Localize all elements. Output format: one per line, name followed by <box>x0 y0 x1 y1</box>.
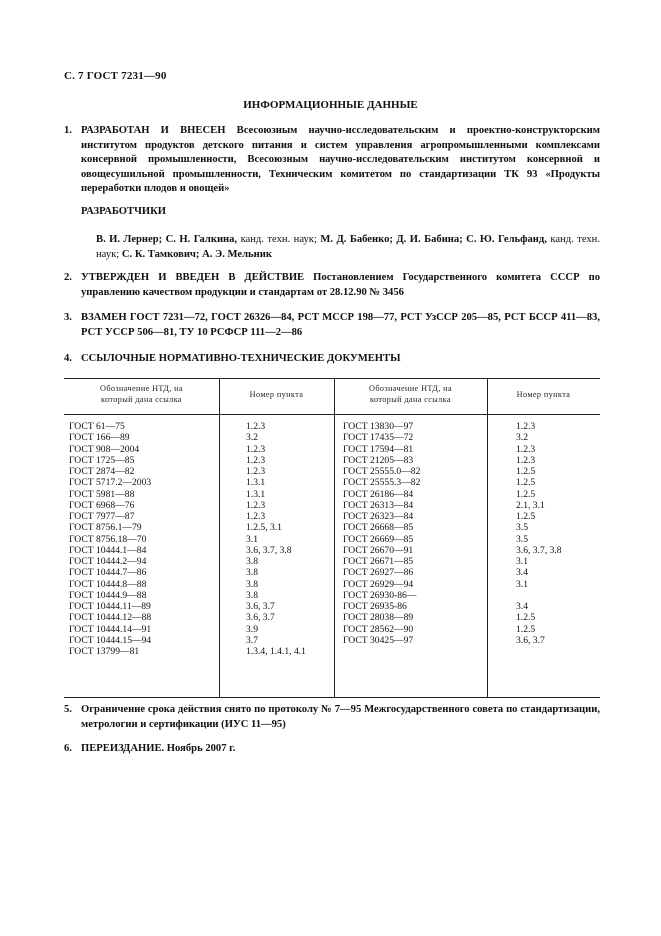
table-rows-right <box>343 421 600 646</box>
row-designation: ГОСТ 8756.1—79 <box>69 522 142 534</box>
row-designation: ГОСТ 13830—97 <box>343 421 414 432</box>
developers-list <box>96 233 600 262</box>
row-item-number: 1.3.4, 1.4.1, 4.1 <box>246 646 306 657</box>
table-row <box>343 500 600 511</box>
table-row <box>343 579 600 590</box>
table-row <box>69 579 334 590</box>
row-designation: ГОСТ 5717.2—2003 <box>69 477 152 489</box>
row-item-number: 3.2 <box>516 432 528 444</box>
table-row <box>69 455 334 466</box>
table-row <box>69 567 334 578</box>
table-row <box>343 444 600 455</box>
table-row <box>343 534 600 545</box>
row-designation: ГОСТ 8756.18—70 <box>69 533 147 545</box>
row-designation: ГОСТ 25555.0—82 <box>343 466 421 477</box>
row-designation: ГОСТ 10444.14—91 <box>69 623 152 635</box>
row-item-number: 3.6, 3.7 <box>246 601 275 612</box>
table-col-divider <box>334 378 335 698</box>
table-border-bottom <box>64 697 600 698</box>
table-row <box>343 466 600 477</box>
developer-names: М. Д. Бабенко; Д. И. Бабина; С. Ю. Гельфанд, <box>320 234 547 245</box>
row-designation: ГОСТ 26935-86 <box>343 601 407 612</box>
section-4 <box>64 352 600 367</box>
row-item-number: 3.8 <box>246 567 258 579</box>
header-item-left: Номер пункта <box>249 390 304 399</box>
developer-degree: канд. техн. наук; <box>96 234 601 260</box>
row-designation: ГОСТ 21205—83 <box>343 454 414 466</box>
row-designation: ГОСТ 2874—82 <box>69 466 135 477</box>
row-item-number: 1.2.5, 3.1 <box>246 522 282 534</box>
row-designation: ГОСТ 61—75 <box>69 421 125 432</box>
section-number: 1. <box>64 125 72 136</box>
row-item-number: 3.9 <box>246 623 258 635</box>
table-row <box>69 444 334 455</box>
row-item-number: 3.8 <box>246 589 258 601</box>
row-item-number: 1.2.3 <box>516 454 536 466</box>
table-row <box>69 624 334 635</box>
row-designation: ГОСТ 26670—91 <box>343 544 414 556</box>
developer-degree: канд. техн. наук; <box>237 234 321 245</box>
table-row <box>69 534 334 545</box>
row-item-number: 3.8 <box>246 556 258 567</box>
table-row <box>343 590 600 601</box>
section-lead: УТВЕРЖДЕН И ВВЕДЕН В ДЕЙСТВИЕ <box>81 272 305 283</box>
row-designation: ГОСТ 28562—90 <box>343 623 414 635</box>
row-item-number: 1.3.1 <box>246 488 266 500</box>
row-designation: ГОСТ 10444.12—88 <box>69 612 152 624</box>
row-designation: ГОСТ 26186—84 <box>343 488 414 500</box>
table-row <box>343 601 600 612</box>
row-item-number: 3.6, 3.7 <box>246 612 275 624</box>
header-designation-right: Обозначение НТД, на который дана ссылка <box>369 384 452 404</box>
row-designation: ГОСТ 1725—85 <box>69 454 135 466</box>
row-designation: ГОСТ 28038—89 <box>343 612 414 624</box>
row-item-number: 3.4 <box>516 601 528 612</box>
table-header-divider <box>64 414 600 415</box>
table-row <box>69 646 334 657</box>
row-item-number: 1.2.3 <box>246 466 266 477</box>
row-item-number: 1.2.3 <box>246 421 266 432</box>
table-row <box>343 612 600 623</box>
section-lead: ВЗАМЕН <box>81 312 127 323</box>
row-item-number: 1.2.3 <box>246 454 266 466</box>
row-item-number: 3.6, 3.7 <box>516 634 545 646</box>
table-row <box>343 477 600 488</box>
section-text: Всесоюзным научно-исследовательским и проектно-конструкторским институтом продуктов детского питания и систем управления агропромышленными комплексами консервной промышленности, Всесоюзным научно-исследовательским институтом консервной и овощесушильной промышленности, Техническим комитетом по стандартизации ТК 93 «Продукты переработки плодов и овощей» <box>81 125 601 195</box>
row-designation: ГОСТ 10444.8—88 <box>69 578 147 590</box>
table-rows-left <box>69 421 334 657</box>
row-designation: ГОСТ 5981—88 <box>69 488 135 500</box>
row-designation: ГОСТ 10444.9—88 <box>69 589 147 601</box>
table-row <box>69 500 334 511</box>
row-item-number: 3.5 <box>516 533 528 545</box>
row-designation: ГОСТ 26323—84 <box>343 511 414 522</box>
row-designation: ГОСТ 13799—81 <box>69 646 140 657</box>
developers-heading: РАЗРАБОТЧИКИ <box>81 206 167 217</box>
row-item-number: 3.6, 3.7, 3.8 <box>516 544 562 556</box>
table-row <box>69 477 334 488</box>
section-3 <box>64 311 600 340</box>
row-designation: ГОСТ 30425—97 <box>343 634 414 646</box>
section-5 <box>64 703 600 732</box>
row-item-number: 1.2.3 <box>516 421 536 432</box>
row-designation: ГОСТ 26927—86 <box>343 567 414 579</box>
table-row <box>343 421 600 432</box>
row-item-number: 1.2.3 <box>516 443 536 455</box>
table-row <box>343 511 600 522</box>
header-designation-left: Обозначение НТД, на который дана ссылка <box>100 384 183 404</box>
table-row <box>343 556 600 567</box>
table-row <box>69 522 334 533</box>
table-row <box>69 466 334 477</box>
row-item-number: 3.1 <box>516 556 528 567</box>
row-item-number: 3.4 <box>516 567 528 579</box>
row-designation: ГОСТ 10444.11—89 <box>69 601 151 612</box>
row-designation: ГОСТ 7977—87 <box>69 511 135 522</box>
row-item-number: 1.2.3 <box>246 443 266 455</box>
section-text: ПЕРЕИЗДАНИЕ. Ноябрь 2007 г. <box>81 743 236 754</box>
row-item-number: 1.2.5 <box>516 488 536 500</box>
section-lead: РАЗРАБОТАН И ВНЕСЕН <box>81 125 226 136</box>
table-row <box>69 489 334 500</box>
table-row <box>343 567 600 578</box>
table-row <box>69 635 334 646</box>
section-1 <box>64 124 600 197</box>
section-text: Ограничение срока действия снято по протоколу № 7—95 Межгосударственного совета по стандартизации, метрологии и сертификации (ИУС 11—95) <box>81 704 600 730</box>
section-2 <box>64 271 600 300</box>
row-item-number: 1.2.3 <box>246 511 266 522</box>
row-item-number: 1.2.3 <box>246 499 266 511</box>
section-number: 6. <box>64 743 72 754</box>
row-designation: ГОСТ 26671—85 <box>343 556 414 567</box>
section-6 <box>64 742 600 757</box>
table-row <box>69 421 334 432</box>
page-header: С. 7 ГОСТ 7231—90 <box>64 70 167 82</box>
reference-table <box>64 378 600 698</box>
row-designation: ГОСТ 166—89 <box>69 432 130 444</box>
table-row <box>343 624 600 635</box>
section-text: ГОСТ 7231—72, ГОСТ 26326—84, РСТ МССР 198—77, РСТ УзССР 205—85, РСТ БССР 411—83, РСТ УССР 506—81, ТУ 10 РСФСР 111—2—86 <box>81 312 600 338</box>
row-item-number: 1.2.5 <box>516 466 536 477</box>
row-item-number: 1.2.5 <box>516 623 536 635</box>
row-item-number: 1.3.1 <box>246 477 266 489</box>
row-item-number: 3.5 <box>516 522 528 534</box>
table-row <box>343 522 600 533</box>
row-designation: ГОСТ 10444.7—86 <box>69 567 147 579</box>
row-designation: ГОСТ 26313—84 <box>343 499 414 511</box>
table-row <box>69 545 334 556</box>
row-designation: ГОСТ 25555.3—82 <box>343 477 421 489</box>
row-item-number: 3.1 <box>246 533 258 545</box>
table-row <box>69 601 334 612</box>
table-row <box>69 612 334 623</box>
row-designation: ГОСТ 26669—85 <box>343 533 414 545</box>
table-row <box>343 455 600 466</box>
row-item-number: 1.2.5 <box>516 511 536 522</box>
header-item-right: Номер пункта <box>516 390 571 399</box>
section-number: 5. <box>64 704 72 715</box>
section-number: 3. <box>64 312 72 323</box>
table-row <box>69 590 334 601</box>
row-designation: ГОСТ 6968—76 <box>69 499 135 511</box>
row-item-number: 3.2 <box>246 432 258 444</box>
section-text: Постановлением Государственного комитета СССР по управлению качеством продукции и стандартам от 28.12.90 № 3456 <box>81 272 600 298</box>
row-item-number: 3.8 <box>246 578 258 590</box>
row-designation: ГОСТ 26668—85 <box>343 522 414 534</box>
row-designation: ГОСТ 17594—81 <box>343 443 414 455</box>
table-row <box>343 545 600 556</box>
page-title: ИНФОРМАЦИОННЫЕ ДАННЫЕ <box>243 99 418 111</box>
row-item-number: 1.2.5 <box>516 477 536 489</box>
row-designation: ГОСТ 17435—72 <box>343 432 414 444</box>
row-item-number: 1.2.5 <box>516 612 536 624</box>
row-designation: ГОСТ 10444.2—94 <box>69 556 147 567</box>
row-designation: ГОСТ 908—2004 <box>69 443 140 455</box>
table-row <box>343 635 600 646</box>
row-designation: ГОСТ 10444.1—84 <box>69 544 147 556</box>
row-item-number: 2.1, 3.1 <box>516 499 545 511</box>
developer-names: В. И. Лернер; С. Н. Галкина, <box>96 234 238 245</box>
table-border-top <box>64 378 600 379</box>
row-designation: ГОСТ 10444.15—94 <box>69 634 152 646</box>
table-row <box>343 432 600 443</box>
table-row <box>69 556 334 567</box>
table-row <box>343 489 600 500</box>
table-row <box>69 511 334 522</box>
section-lead: ССЫЛОЧНЫЕ НОРМАТИВНО-ТЕХНИЧЕСКИЕ ДОКУМЕНТЫ <box>81 353 401 364</box>
developer-names: С. К. Тамкович; А. Э. Мельник <box>121 248 272 260</box>
section-number: 2. <box>64 272 72 283</box>
row-designation: ГОСТ 26929—94 <box>343 578 414 590</box>
row-designation: ГОСТ 26930-86— <box>343 589 417 601</box>
section-number: 4. <box>64 353 72 364</box>
row-item-number: 3.6, 3.7, 3.8 <box>246 544 292 556</box>
row-item-number: 3.7 <box>246 634 258 646</box>
row-item-number: 3.1 <box>516 578 528 590</box>
table-row <box>69 432 334 443</box>
